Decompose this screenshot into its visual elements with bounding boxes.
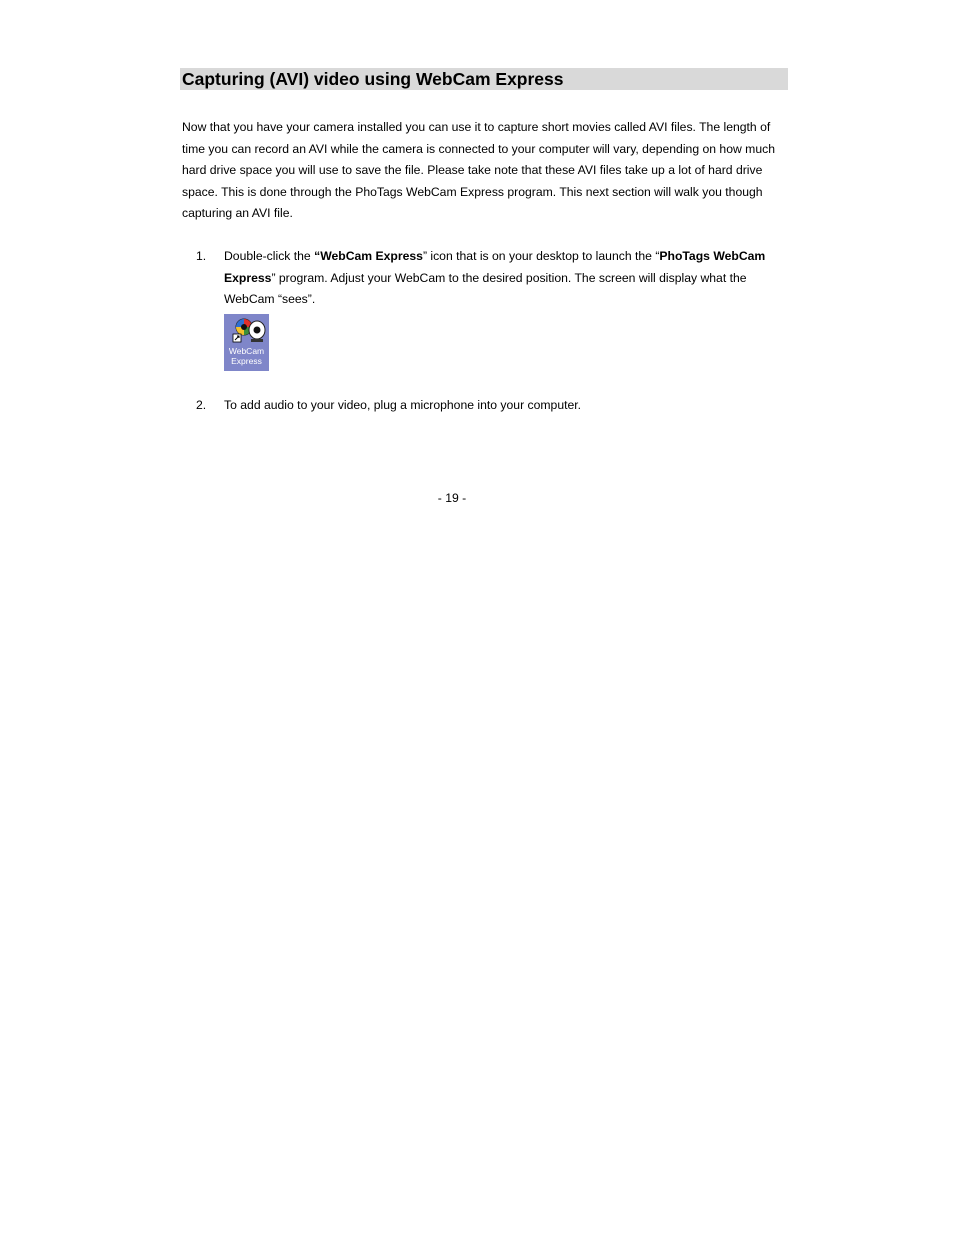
step-2-text: To add audio to your video, plug a microphone into your computer. (224, 398, 582, 412)
intro-paragraph: Now that you have your camera installed you can use it to capture short movies called AVI files. The length of time you can record an AVI while the camera is connected to your computer will vary, depending on how much hard drive space you will use to save the file. Please take note that these AVI files take up a lot of hard drive space. This is done through the PhoTags WebCam Express program. This next section will walk you though capturing an AVI file. (182, 120, 775, 220)
step-1-text (224, 246, 784, 311)
webcam-express-icon (224, 314, 269, 371)
icon-caption-line-2: Express (231, 356, 262, 366)
step-1-number: 1. (196, 249, 207, 263)
step-1-bold-a: “WebCam Express (314, 249, 423, 263)
page-number: - 19 - (437, 491, 467, 505)
section-heading: Capturing (AVI) video using WebCam Express (182, 69, 564, 89)
step-1-text-a: Double-click the (224, 249, 315, 263)
step-2-number: 2. (196, 398, 207, 412)
webcam-graphic (224, 314, 269, 348)
section-heading-bar (180, 68, 788, 90)
step-1-bold-b: PhoTags WebCam Express (224, 249, 766, 285)
icon-caption-line-1: WebCam (228, 346, 265, 356)
step-1-text-c: ” program. Adjust your WebCam to the desired position. The screen will display what the WebCam “sees”. (224, 270, 747, 306)
step-1-text-b: ” icon that is on your desktop to launch the “ (422, 249, 660, 263)
icon-caption (224, 346, 269, 366)
